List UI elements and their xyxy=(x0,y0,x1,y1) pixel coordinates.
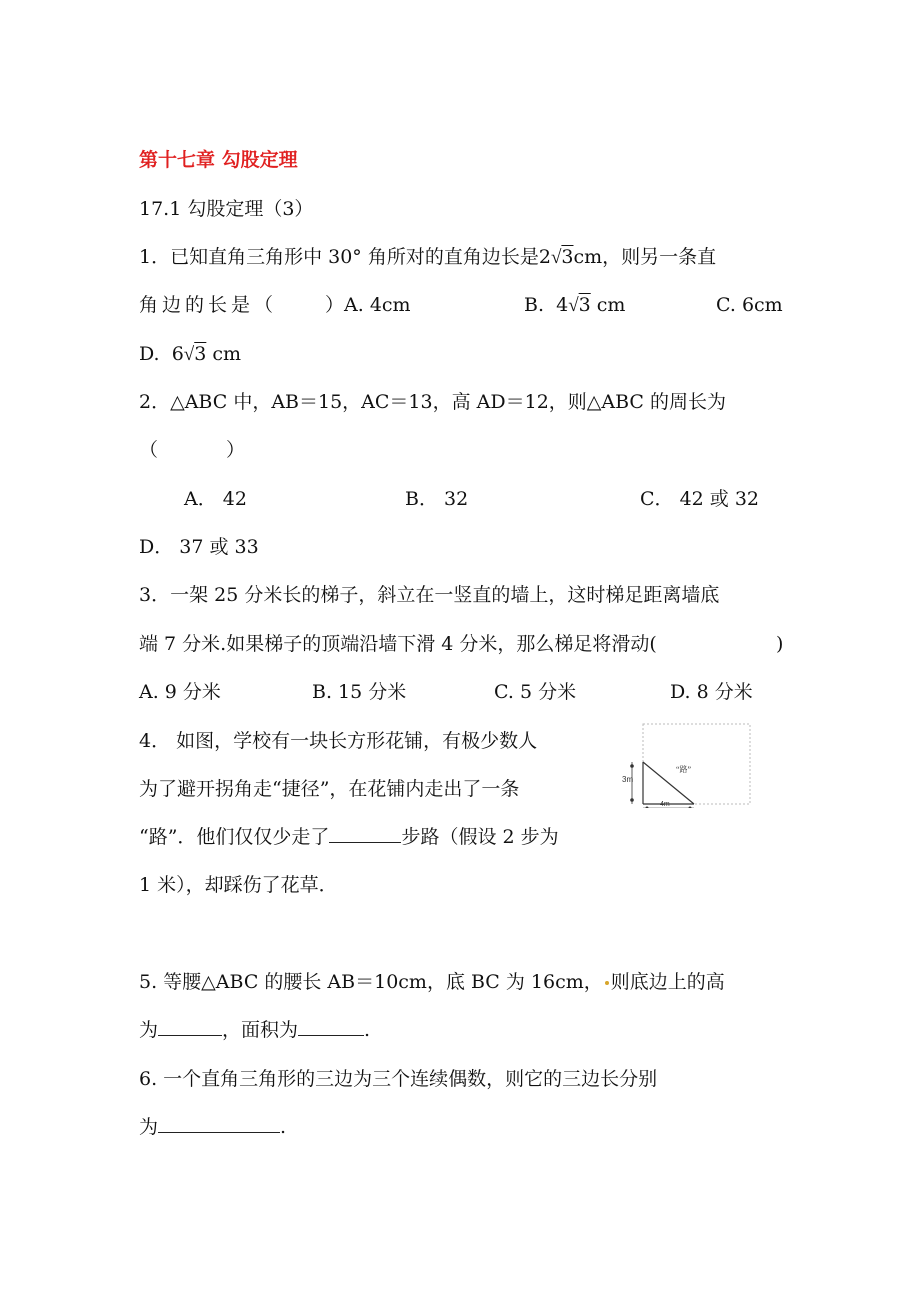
q1-option-d-unit: cm xyxy=(212,343,242,365)
q1-radicand: 3 xyxy=(561,246,574,268)
section-title: 17.1 勾股定理（3） xyxy=(139,198,314,220)
q5-line2 xyxy=(139,1017,370,1043)
q5-line2-prefix: 为 xyxy=(139,1019,159,1041)
q5-line1 xyxy=(139,969,725,995)
q5-line1-text: 5. 等腰△ABC 的腰长 AB＝10cm，底 BC 为 16cm， xyxy=(139,971,603,993)
dimension-dot xyxy=(630,798,634,802)
q1-option-d-coef: 6 xyxy=(171,343,184,365)
q4-line2: 为了避开拐角走“捷径”，在花铺内走出了一条 xyxy=(139,778,520,800)
q2-option-c: C． 42 或 32 xyxy=(640,488,760,510)
q6-answer-blank[interactable] xyxy=(158,1114,280,1133)
q1-option-b-label: B. xyxy=(524,294,545,316)
q1-option-b-radicand: 3 xyxy=(578,294,591,316)
q1-coef: 2 xyxy=(538,246,551,268)
q3-option-b: B. 15 分米 xyxy=(312,681,407,703)
q2-option-b: B． 32 xyxy=(405,488,469,510)
q6-line2-end: . xyxy=(280,1116,287,1138)
sqrt-sign: √ xyxy=(183,344,195,365)
q1-option-c: C. 6cm xyxy=(716,294,783,316)
q1-line1-end: cm，则另一条直 xyxy=(573,246,717,268)
q5-area-blank[interactable] xyxy=(298,1017,364,1036)
q5-line2-end: . xyxy=(364,1019,371,1041)
q1-option-b xyxy=(524,292,625,319)
sqrt-sign: √ xyxy=(550,247,562,268)
q1-line1-text: 1．已知直角三角形中 30° 角所对的直角边长是 xyxy=(139,246,539,268)
horizontal-dimension-label: 4m xyxy=(660,801,670,808)
q1-line2 xyxy=(139,292,411,318)
q5-line1-end: 则底边上的高 xyxy=(610,971,725,993)
q1-line1 xyxy=(139,244,716,271)
q5-height-blank[interactable] xyxy=(158,1017,222,1036)
q4-line4: 1 米），却踩伤了花草． xyxy=(139,874,338,896)
q1-option-a: ）A. 4cm xyxy=(325,294,411,316)
q3-paren-close: ) xyxy=(776,633,784,655)
q6-line2 xyxy=(139,1114,286,1140)
q3-line2: 端 7 分米.如果梯子的顶端沿墙下滑 4 分米，那么梯足将滑动( xyxy=(139,633,657,655)
path-label: “路” xyxy=(676,765,692,774)
dimension-dot xyxy=(630,764,634,768)
sqrt-sign: √ xyxy=(568,295,579,316)
q2-paren-open: （ xyxy=(139,439,159,461)
decorative-dot xyxy=(605,981,609,985)
q1-option-d xyxy=(139,341,241,368)
q4-line3-text: “路”．他们仅仅少走了 xyxy=(139,826,330,848)
q4-line3 xyxy=(139,824,559,850)
flowerbed-outline xyxy=(643,724,750,804)
q1-option-b-unit: cm xyxy=(596,294,626,316)
q1-option-b-coef: 4 xyxy=(556,294,569,316)
q4-answer-blank[interactable] xyxy=(329,824,401,843)
vertical-dimension-label: 3m xyxy=(622,775,634,784)
q2-paren-close: ） xyxy=(226,439,246,461)
q3-option-c: C. 5 分米 xyxy=(494,681,577,703)
q1-option-d-label: D. xyxy=(139,343,160,365)
q3-option-d: D. 8 分米 xyxy=(670,681,753,703)
q4-line1: 4． 如图，学校有一块长方形花铺，有极少数人 xyxy=(139,730,538,752)
q6-line2-prefix: 为 xyxy=(139,1116,159,1138)
q1-line2-text: 角边的长是（ xyxy=(139,294,278,316)
q2-option-a: A． 42 xyxy=(184,488,247,510)
q2-option-d: D． 37 或 33 xyxy=(139,536,259,558)
q1-option-d-radicand: 3 xyxy=(194,343,207,365)
q5-line2-middle: ，面积为 xyxy=(222,1019,299,1041)
q4-line3-end: 步路（假设 2 步为 xyxy=(401,826,559,848)
q3-option-a: A. 9 分米 xyxy=(139,681,221,703)
q2-line1: 2．△ABC 中，AB＝15，AC＝13，高 AD＝12，则△ABC 的周长为 xyxy=(139,391,727,413)
chapter-title: 第十七章 勾股定理 xyxy=(139,149,298,171)
flowerbed-figure xyxy=(614,722,754,808)
q6-line1: 6. 一个直角三角形的三边为三个连续偶数，则它的三边长分别 xyxy=(139,1068,658,1090)
q3-line1: 3．一架 25 分米长的梯子，斜立在一竖直的墙上，这时梯足距离墙底 xyxy=(139,584,720,606)
